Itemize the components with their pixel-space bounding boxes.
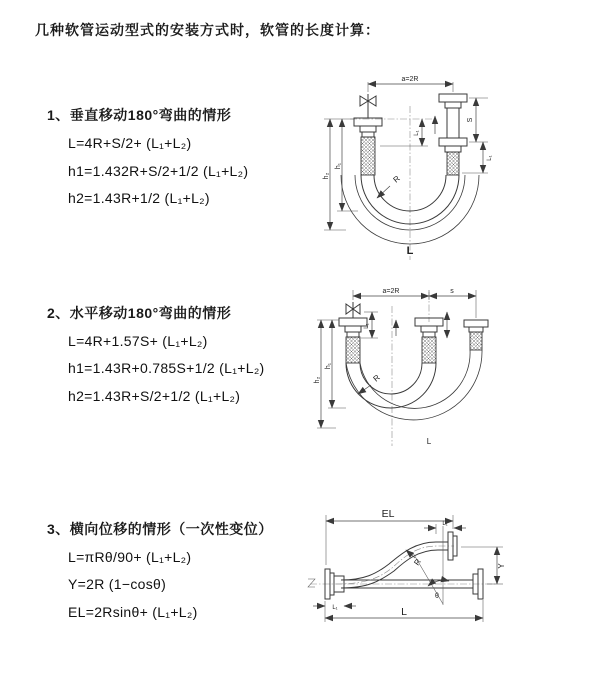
- diagram-horizontal-180-bend: [306, 278, 598, 470]
- dim-label-l1-bottom: L₁: [332, 605, 338, 611]
- dim-label-l1: L₁: [487, 155, 493, 161]
- section-3-formula-y: Y=2R (1−cosθ): [68, 576, 167, 592]
- length-label: L: [426, 437, 432, 446]
- diagram-vertical-180-bend: [310, 70, 592, 268]
- section-3-formula-el: EL=2Rsinθ+ (L₁+L₂): [68, 604, 198, 620]
- dim-label-a2r: a=2R: [382, 288, 400, 295]
- radius-label: R: [371, 372, 382, 384]
- radius-label: R: [391, 173, 402, 185]
- section-1-formula-h1: h1=1.432R+S/2+1/2 (L₁+L₂): [68, 163, 249, 179]
- right-flange: [439, 94, 467, 175]
- dim-label-h1: h₁: [325, 362, 332, 370]
- valve-icon: [346, 302, 360, 318]
- length-label: L: [401, 606, 407, 618]
- diagram-lateral-displacement: [296, 502, 600, 650]
- radius-label: R: [412, 557, 423, 568]
- section-2-heading: 2、水平移动180°弯曲的情形: [47, 305, 232, 321]
- dim-label-s: s: [450, 288, 454, 295]
- left-flange: [354, 118, 382, 175]
- page-title: 几种软管运动型式的安装方式时，软管的长度计算：: [35, 22, 380, 38]
- centerline-mark: [308, 579, 315, 587]
- length-label: L: [406, 245, 414, 257]
- dim-label-l1-flange: L₁: [414, 130, 420, 136]
- dim-label-h1: h₁: [335, 162, 342, 170]
- valve-icon: [360, 94, 376, 118]
- dim-label-a2r: a=2R: [401, 76, 419, 83]
- section-1-formula-l: L=4R+S/2+ (L₁+L₂): [68, 135, 192, 151]
- section-2-formula-l: L=4R+1.57S+ (L₁+L₂): [68, 333, 208, 349]
- middle-flange: [415, 318, 443, 363]
- s-curve-hose: [341, 542, 448, 588]
- angle-label: θ: [435, 593, 439, 600]
- section-2-formula-h2: h2=1.43R+S/2+1/2 (L₁+L₂): [68, 388, 241, 404]
- section-2-formula-h1: h1=1.43R+0.785S+1/2 (L₁+L₂): [68, 360, 265, 376]
- dim-label-l1-top: L₁: [442, 521, 448, 527]
- hose-arcs: [346, 350, 482, 420]
- section-3-heading: 3、横向位移的情形（一次性变位）: [47, 521, 273, 537]
- dim-label-el: EL: [381, 508, 395, 520]
- dim-label-h2: h₂: [314, 376, 321, 384]
- dim-label-y: Y: [497, 563, 506, 569]
- dim-label-s: S: [467, 117, 474, 123]
- section-3-formula-l: L=πRθ/90+ (L₁+L₂): [68, 549, 192, 565]
- upper-flange: [448, 532, 457, 560]
- dim-label-l1: L₁: [364, 323, 370, 329]
- left-flange: [339, 318, 367, 363]
- section-1-formula-h2: h2=1.43R+1/2 (L₁+L₂): [68, 190, 210, 206]
- right-flange: [464, 320, 488, 350]
- section-1-heading: 1、垂直移动180°弯曲的情形: [47, 107, 232, 123]
- dim-label-h2: h₂: [323, 172, 330, 180]
